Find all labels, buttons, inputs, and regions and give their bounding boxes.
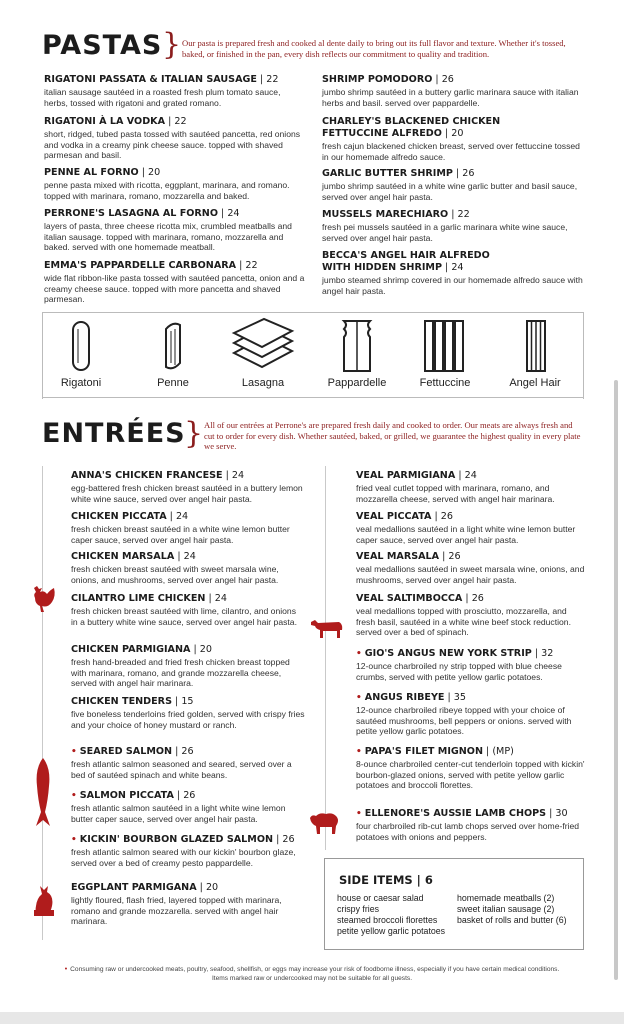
menu-item: • PAPA'S FILET MIGNON | (MP) 8-ounce charbroiled center-cut tenderloin topped with kickin' bourbon-glazed onions, served with petite yellow garlic potatoes and broccoli florettes.	[356, 746, 585, 791]
menu-item: • KICKIN' BOURBON GLAZED SALMON | 26 fresh atlantic salmon seared with our kickin' bourbon glaze, served over a bed of creamy pesto pappardelle.	[71, 834, 296, 868]
pastas-brace: }	[162, 27, 182, 62]
menu-item: CHICKEN TENDERS | 15 five boneless tenderloins fried golden, served with crispy fries and your choice of honey mustard or ranch.	[71, 696, 305, 730]
foodborne-illness-disclaimer: • Consuming raw or undercooked meats, poultry, seafood, shellfish, or eggs may increase your risk of foodborne illness, especially if you have certain medical conditions. Items marked raw or undercooked may not be suitable for all guests.	[64, 966, 560, 982]
shape-label-fettuccine: Fettuccine	[419, 377, 471, 389]
menu-item: CHARLEY'S BLACKENED CHICKEN FETTUCCINE ALFREDO | 20 fresh cajun blackened chicken breast, served over fettuccine tossed in our homemade alfredo sauce.	[322, 116, 580, 162]
menu-item: RIGATONI PASSATA & ITALIAN SAUSAGE | 22 italian sausage sautéed in a roasted fresh plum tomato sauce, herbs, tossed with rigatoni and grated romano.	[44, 74, 281, 108]
side-items-title: SIDE ITEMS | 6	[339, 873, 433, 887]
menu-item: VEAL SALTIMBOCCA | 26 veal medallions topped with prosciutto, mozzarella, and fresh basil, sautéed in a white wine beef stock reduction. served over a bed of spinach.	[356, 593, 571, 638]
pastas-title: PASTAS	[42, 30, 163, 61]
angel-hair-icon	[524, 317, 548, 375]
menu-item: MUSSELS MARECHIARO | 22 fresh pei mussels sautéed in a garlic marinara white wine sauce, served over angel hair pasta.	[322, 209, 568, 243]
menu-item: EMMA'S PAPPARDELLE CARBONARA | 22 wide flat ribbon-like pasta tossed with sautéed pancetta, onion and a creamy cheese sauce. topped with more pancetta and shaved parmesan.	[44, 260, 305, 305]
menu-item: PENNE AL FORNO | 20 penne pasta mixed with ricotta, eggplant, marinara, and romano. topped with marinara, romano, mozzarella and baked.	[44, 167, 290, 201]
menu-item: • ANGUS RIBEYE | 35 12-ounce charbroiled ribeye topped with your choice of sautéed mushrooms, bell peppers or onions. served with petite yellow garlic potatoes.	[356, 692, 572, 737]
lasagna-icon	[228, 317, 298, 375]
menu-item: GARLIC BUTTER SHRIMP | 26 jumbo shrimp sautéed in a white wine garlic butter and basil sauce, served over angel hair pasta.	[322, 168, 578, 202]
shape-label-penne: Penne	[157, 377, 189, 389]
shape-label-pappardelle: Pappardelle	[327, 377, 387, 389]
menu-item: • SALMON PICCATA | 26 fresh atlantic salmon sautéed in a light white wine lemon butter caper sauce, served over angel hair pasta.	[71, 790, 286, 824]
left-divider-line	[42, 466, 43, 940]
menu-item: VEAL PICCATA | 26 veal medallions sautéed in a light white wine lemon butter caper sauce, served over angel hair pasta.	[356, 511, 576, 545]
menu-item: • SEARED SALMON | 26 fresh atlantic salmon seasoned and seared, served over a bed of sautéed spinach and white beans.	[71, 746, 292, 780]
shape-label-rigatoni: Rigatoni	[60, 377, 102, 389]
lamb-icon	[308, 810, 340, 838]
entrees-brace: }	[184, 416, 204, 451]
pasta-shapes-panel	[42, 312, 584, 398]
menu-item: VEAL MARSALA | 26 veal medallions sautéed in sweet marsala wine, onions, and mushrooms, served over angel hair pasta.	[356, 551, 585, 585]
menu-item: VEAL PARMIGIANA | 24 fried veal cutlet topped with marinara, romano, and mozzarella cheese, served with angel hair marinara.	[356, 470, 555, 504]
menu-item: • GIO'S ANGUS NEW YORK STRIP | 32 12-ounce charbroiled ny strip topped with blue cheese crumbs, served with petite yellow garlic potatoes.	[356, 648, 562, 682]
pappardelle-icon	[340, 317, 374, 375]
side-items-col-2: homemade meatballs (2) sweet italian sausage (2) basket of rolls and butter (6)	[457, 893, 567, 925]
eggplant-icon	[30, 884, 58, 920]
menu-item: • ELLENORE'S AUSSIE LAMB CHOPS | 30 four charbroiled rib-cut lamb chops served over home-fried potatoes with onions and peppers.	[356, 808, 580, 842]
rigatoni-icon	[70, 319, 92, 373]
menu-item: CHICKEN PARMIGIANA | 20 fresh hand-breaded and fried fresh chicken breast topped with marinara, romano, and grande mozzarella cheese, served with angel hair marinara.	[71, 644, 290, 689]
side-items-col-1: house or caesar salad crispy fries steamed broccoli florettes petite yellow garlic potatoes	[337, 893, 446, 936]
shape-label-lasagna: Lasagna	[241, 377, 285, 389]
menu-item: ANNA'S CHICKEN FRANCESE | 24 egg-battered fresh chicken breast sautéed in a buttery lemon white wine sauce, served over angel hair pasta.	[71, 470, 303, 504]
menu-item: BECCA'S ANGEL HAIR ALFREDO WITH HIDDEN SHRIMP | 24 jumbo steamed shrimp covered in our homemade alfredo sauce with angel hair pasta.	[322, 250, 583, 296]
menu-item: CHICKEN PICCATA | 24 fresh chicken breast sautéed in a white wine lemon butter caper sauce, served over angel hair pasta.	[71, 511, 290, 545]
fish-icon	[33, 756, 53, 830]
fettuccine-icon	[422, 317, 466, 375]
penne-icon	[162, 319, 184, 373]
bottom-bar	[0, 1012, 624, 1024]
menu-item: CILANTRO LIME CHICKEN | 24 fresh chicken breast sautéed with lime, cilantro, and onions in a buttery white wine sauce, served over angel hair pasta.	[71, 593, 297, 627]
menu-item: SHRIMP POMODORO | 26 jumbo shrimp sautéed in a buttery garlic marinara sauce with italian herbs and basil. served over pappardelle.	[322, 74, 579, 108]
shape-label-angel-hair: Angel Hair	[509, 377, 561, 389]
entrees-title: ENTRÉES	[42, 418, 186, 449]
menu-item: RIGATONI À LA VODKA | 22 short, ridged, tubed pasta tossed with sautéed pancetta, red onions and vodka in a creamy pink cheese sauce. topped with shaved parmesan and basil.	[44, 116, 301, 161]
entrees-description: All of our entrées at Perrone's are prepared fresh daily and cooked to order. Our meats are always fresh and cut to order for every dish. Whether sautéed, baked, or grilled, we guarantee the highest quality in every plate we serve.	[204, 420, 581, 451]
scrollbar-thumb[interactable]	[614, 380, 618, 980]
menu-item: PERRONE'S LASAGNA AL FORNO | 24 layers of pasta, three cheese ricotta mix, crumbled meatballs and italian sausage. topped with marinara, romano, mozzarella and baked. served with one homemade meatball.	[44, 208, 292, 253]
menu-item: EGGPLANT PARMIGANA | 20 lightly floured, flash fried, layered topped with marinara, romano and grande mozzarella. served with angel hair marinara.	[71, 882, 282, 927]
right-divider-line	[325, 466, 326, 850]
menu-item: CHICKEN MARSALA | 24 fresh chicken breast sautéed with sweet marsala wine, onions, and mushrooms, served over angel hair pasta.	[71, 551, 279, 585]
pastas-description: Our pasta is prepared fresh and cooked al dente daily to bring out its full flavor and texture. Whether it's tossed, baked, or finished in the pan, every dish reflects our commitment to quality and tradition.	[182, 38, 566, 59]
side-items-panel	[324, 858, 584, 950]
cow-icon	[309, 616, 345, 640]
chicken-icon	[30, 584, 58, 614]
